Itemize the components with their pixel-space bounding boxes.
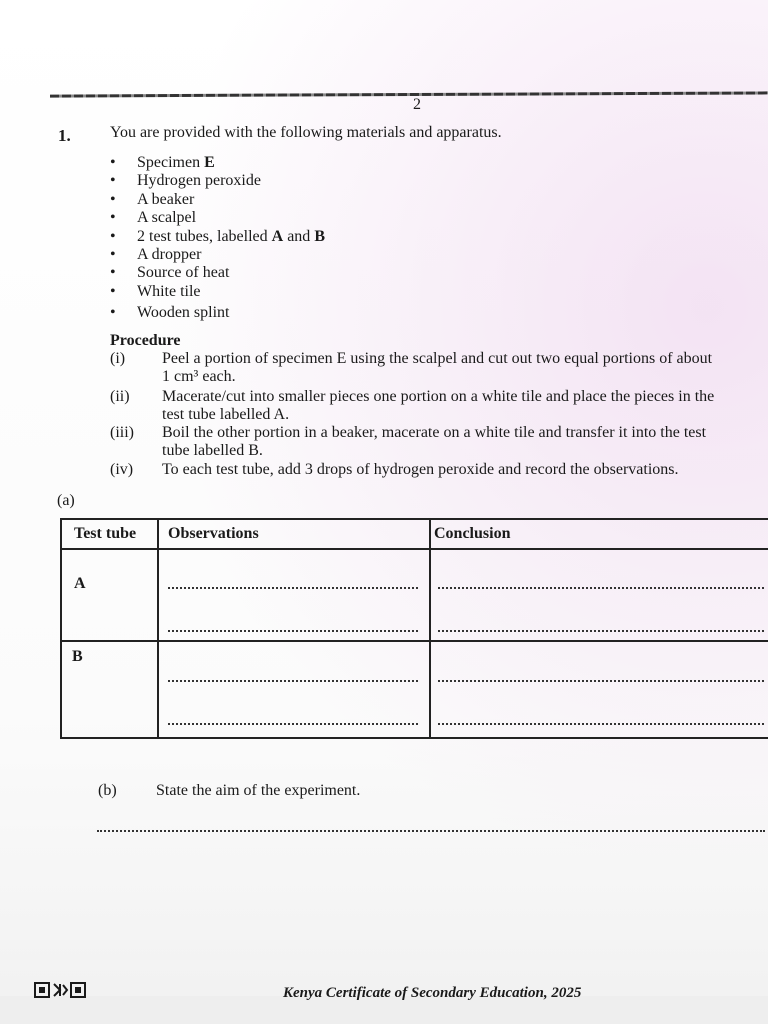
materials-list [110,154,325,323]
table-divider [62,640,768,642]
page-number: 2 [413,96,421,113]
bullet-icon: • [110,227,116,245]
table-divider [157,520,159,737]
procedure-step-ii: (ii) Macerate/cut into smaller pieces one portion on a white tile and place the pieces in the test tube labelled A. [110,388,715,423]
answer-line-a-conclusion-1[interactable] [438,587,764,589]
row-label-b: B [72,648,83,665]
list-item: • Hydrogen peroxide [110,172,261,190]
answer-line-a-conclusion-2[interactable] [438,630,764,632]
bullet-icon: • [110,209,116,227]
list-item: • A dropper [110,246,202,264]
procedure-step-i: (i) Peel a portion of specimen E using the scalpel and cut out two equal portions of about 1 cm³ each. [110,350,713,385]
question-intro: You are provided with the following materials and apparatus. [110,124,502,141]
table-divider [429,520,431,737]
header-rule [50,91,768,97]
procedure-step-iv: (iv) To each test tube, add 3 drops of hydrogen peroxide and record the observations. [110,461,679,478]
bullet-icon: • [110,304,116,322]
list-item: • 2 test tubes, labelled A and B [110,227,325,245]
bullet-icon: • [110,282,116,300]
footer-text: Kenya Certificate of Secondary Education, 2025 [283,985,582,1001]
list-item: • White tile [110,282,201,300]
answer-line-b-observation-1[interactable] [168,680,418,682]
procedure-step-iii: (iii) Boil the other portion in a beaker, macerate on a white tile and transfer it into the test tube labelled B. [110,424,707,459]
answer-line-b-conclusion-1[interactable] [438,680,764,682]
question-number: 1. [58,126,71,145]
bullet-icon: • [110,154,116,171]
header-observations: Observations [168,525,259,542]
bullet-icon: • [110,172,116,190]
header-conclusion: Conclusion [434,525,511,542]
answer-line-a-observation-1[interactable] [168,587,418,589]
table-divider [62,548,768,550]
list-item: • Specimen E [110,154,215,171]
bullet-icon: • [110,190,116,208]
answer-line-b-observation-2[interactable] [168,723,418,725]
answer-line-b[interactable] [97,830,765,832]
kcse-logo-icon [34,982,86,998]
list-item: • A beaker [110,190,195,208]
list-item: • A scalpel [110,209,197,227]
part-b-question: State the aim of the experiment. [156,782,361,799]
row-label-a: A [74,575,86,592]
results-table [60,518,768,739]
header-test-tube: Test tube [74,525,137,542]
part-b-label: (b) [98,782,117,799]
bullet-icon: • [110,264,116,282]
list-item: • Source of heat [110,264,230,282]
procedure-title: Procedure [110,332,181,349]
list-item: • Wooden splint [110,304,230,322]
answer-line-a-observation-2[interactable] [168,630,418,632]
bullet-icon: • [110,246,116,264]
part-a-label: (a) [57,492,75,509]
answer-line-b-conclusion-2[interactable] [438,723,764,725]
